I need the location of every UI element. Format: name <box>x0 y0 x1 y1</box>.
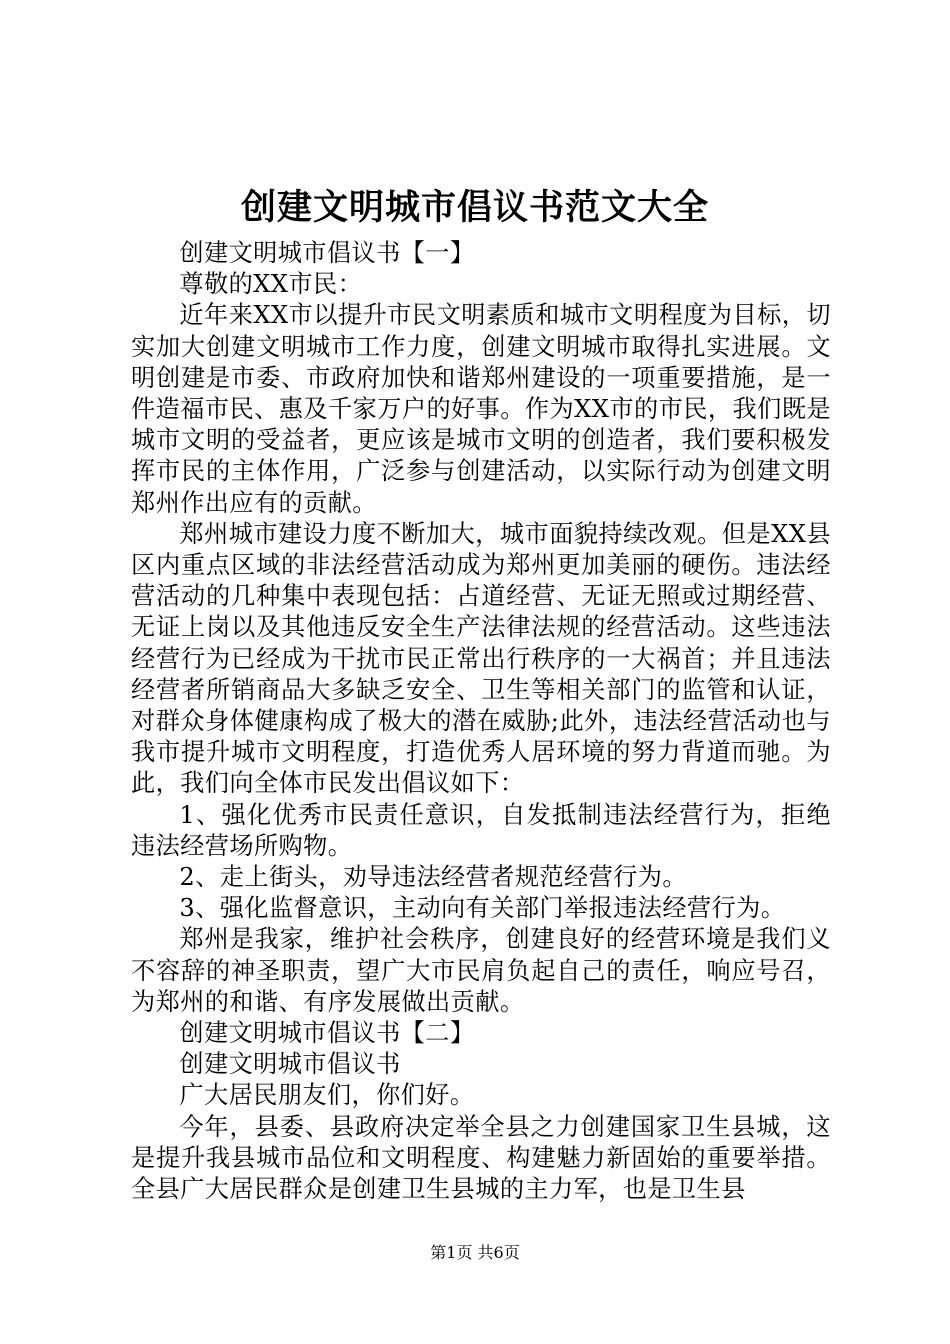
list-item: 3、强化监督意识，主动向有关部门举报违法经营行为。 <box>179 894 786 923</box>
salutation: 广大居民朋友们，你们好。 <box>179 1081 475 1110</box>
body-paragraph: 郑州是我家，维护社会秩序，创建良好的经营环境是我们义不容辞的神圣职责，望广大市民肩负起自己的责任，响应号召，为郑州的和谐、有序发展做出贡献。 <box>131 925 831 1016</box>
body-paragraph: 今年，县委、县政府决定举全县之力创建国家卫生县城，这是提升我县城市品位和文明程度、构建魅力新固始的重要举措。全县广大居民群众是创建卫生县城的主力军，也是卫生县 <box>131 1112 831 1204</box>
page-number-footer: 第1页 共6页 <box>430 1243 520 1262</box>
document-body <box>131 238 831 1205</box>
body-paragraph: 近年来XX市以提升市民文明素质和城市文明程度为目标，切实加大创建文明城市工作力度，创建文明城市取得扎实进展。文明创建是市委、市政府加快和谐郑州建设的一项重要措施，是一件造福市民、惠及千家万户的好事。作为XX市的市民，我们既是城市文明的受益者，更应该是城市文明的创造者，我们要积极发挥市民的主体作用，广泛参与创建活动，以实际行动为创建文明郑州作出应有的贡献。 <box>131 301 831 517</box>
list-item: 1、强化优秀市民责任意识，自发抵制违法经营行为，拒绝违法经营场所购物。 <box>131 800 831 860</box>
section-heading-1: 创建文明城市倡议书【一】 <box>179 239 475 267</box>
salutation: 尊敬的XX市民： <box>179 270 363 299</box>
document-title: 创建文明城市倡议书范文大全 <box>240 187 709 228</box>
section-heading-2: 创建文明城市倡议书【二】 <box>179 1019 475 1048</box>
body-paragraph: 郑州城市建设力度不断加大，城市面貌持续改观。但是XX县区内重点区域的非法经营活动成为郑州更加美丽的硬伤。违法经营活动的几种集中表现包括：占道经营、无证无照或过期经营、无证上岗以及其他违反安全生产法律法规的经营活动。这些违法经营行为已经成为干扰市民正常出行秩序的一大祸首；并且违法经营者所销商品大多缺乏安全、卫生等相关部门的监管和认证，对群众身体健康构成了极大的潜在威胁;此外，违法经营活动也与我市提升城市文明程度，打造优秀人居环境的努力背道而驰。为此，我们向全体市民发出倡议如下： <box>131 519 831 798</box>
subheading: 创建文明城市倡议书 <box>179 1050 401 1079</box>
list-item: 2、走上街头，劝导违法经营者规范经营行为。 <box>179 863 687 892</box>
